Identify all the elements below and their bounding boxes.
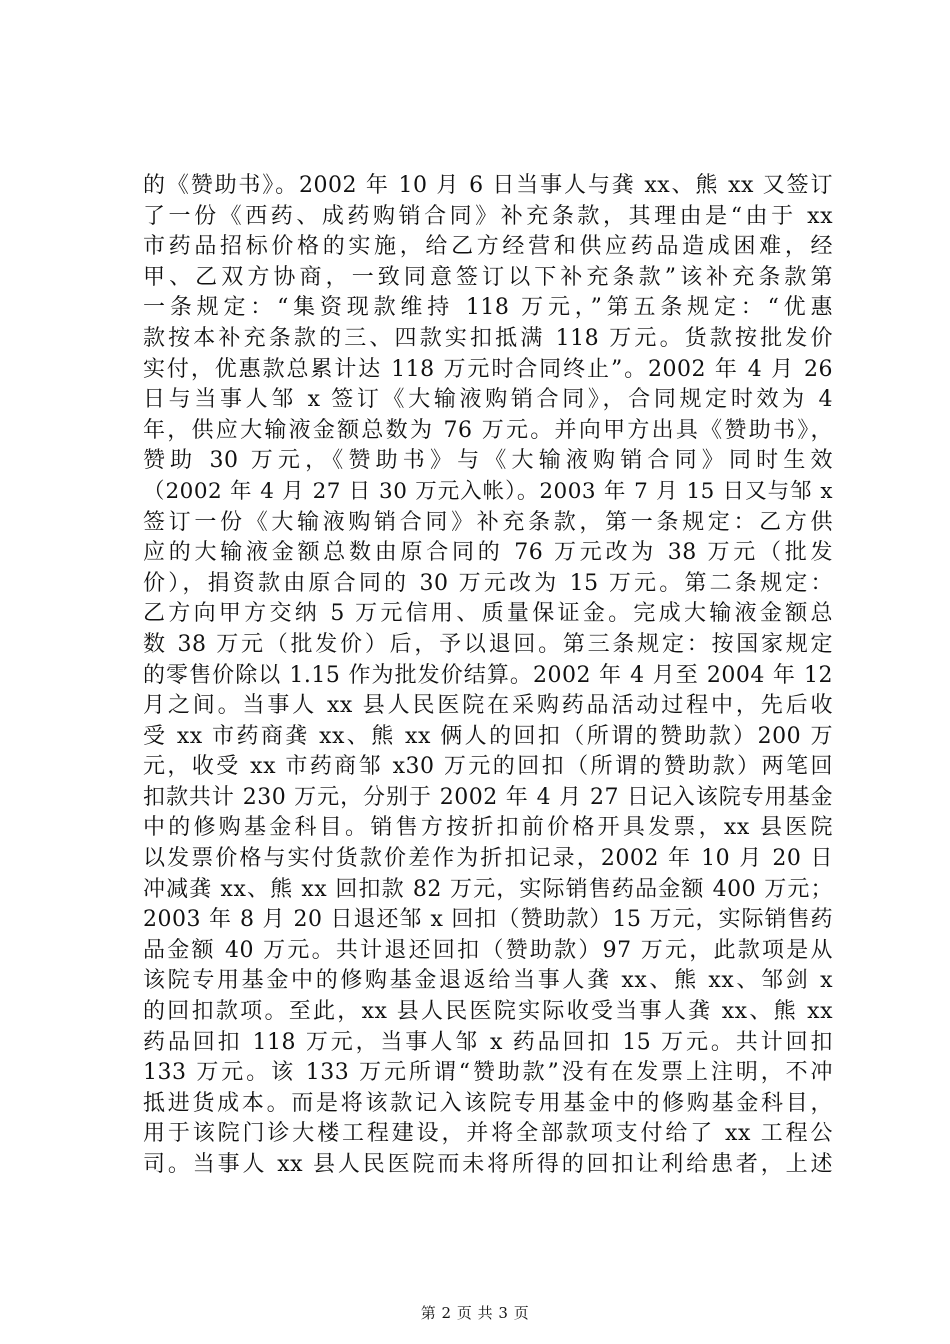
text-line: 中的修购基金科目。销售方按折扣前价格开具发票，xx 县医院 <box>143 815 833 841</box>
text-line: 赞助 30 万元，《赞助书》与《大输液购销合同》同时生效 <box>143 448 833 474</box>
text-line: 品金额 40 万元。共计退还回扣（赞助款）97 万元，此款项是从 <box>143 937 833 963</box>
text-line: 司。当事人 xx 县人民医院而未将所得的回扣让利给患者，上述 <box>143 1152 833 1177</box>
text-line: 款按本补充条款的三、四款实扣抵满 118 万元。货款按批发价 <box>143 325 833 351</box>
text-line: 乙方向甲方交纳 5 万元信用、质量保证金。完成大输液金额总 <box>143 601 833 627</box>
text-line: 市药品招标价格的实施，给乙方经营和供应药品造成困难，经 <box>143 234 833 260</box>
body-text <box>143 171 833 1181</box>
text-line: 用于该院门诊大楼工程建设，并将全部款项支付给了 xx 工程公 <box>143 1121 833 1147</box>
text-line: 月之间。当事人 xx 县人民医院在采购药品活动过程中，先后收 <box>143 693 833 719</box>
text-line: 药品回扣 118 万元，当事人邹 x 药品回扣 15 万元。共计回扣 <box>143 1029 833 1055</box>
text-line: 签订一份《大输液购销合同》补充条款，第一条规定：乙方供 <box>143 509 833 535</box>
text-line: （2002 年 4 月 27 日 30 万元入帐）。2003 年 7 月 15 日又与邹 x <box>143 478 833 504</box>
text-line: 该院专用基金中的修购基金退返给当事人龚 xx、熊 xx、邹剑 x <box>143 968 833 994</box>
text-line: 一条规定：“集资现款维持 118 万元，”第五条规定：“优惠 <box>143 295 833 321</box>
text-line: 抵进货成本。而是将该款记入该院专用基金中的修购基金科目， <box>143 1090 833 1116</box>
text-line: 扣款共计 230 万元，分别于 2002 年 4 月 27 日记入该院专用基金 <box>143 784 833 810</box>
text-line: 价），捐资款由原合同的 30 万元改为 15 万元。第二条规定： <box>143 570 833 596</box>
text-line: 实付，优惠款总累计达 118 万元时合同终止”。2002 年 4 月 26 <box>143 356 833 382</box>
text-line: 的回扣款项。至此，xx 县人民医院实际收受当事人龚 xx、熊 xx <box>143 999 833 1025</box>
text-line: 冲减龚 xx、熊 xx 回扣款 82 万元，实际销售药品金额 400 万元； <box>143 876 833 902</box>
text-line: 的零售价除以 1.15 作为批发价结算。2002 年 4 月至 2004 年 12 <box>143 662 833 688</box>
text-line: 日与当事人邹 x 签订《大输液购销合同》，合同规定时效为 4 <box>143 387 833 413</box>
page-indicator: 第 2 页 共 3 页 <box>420 1304 530 1322</box>
text-line: 了一份《西药、成药购销合同》补充条款，其理由是“由于 xx <box>143 203 833 229</box>
text-line: 元，收受 xx 市药商邹 x30 万元的回扣（所谓的赞助款）两笔回 <box>143 754 833 780</box>
text-line: 甲、乙双方协商，一致同意签订以下补充条款”该补充条款第 <box>143 264 833 290</box>
text-line: 133 万元。该 133 万元所谓“赞助款”没有在发票上注明，不冲 <box>143 1060 833 1086</box>
text-line: 的《赞助书》。2002 年 10 月 6 日当事人与龚 xx、熊 xx 又签订 <box>143 173 833 198</box>
page-footer <box>0 1302 950 1323</box>
text-line: 2003 年 8 月 20 日退还邹 x 回扣（赞助款）15 万元，实际销售药 <box>143 907 833 933</box>
text-line: 以发票价格与实付货款价差作为折扣记录，2002 年 10 月 20 日 <box>143 846 833 872</box>
text-line: 年，供应大输液金额总数为 76 万元。并向甲方出具《赞助书》， <box>143 417 833 443</box>
text-line: 应的大输液金额总数由原合同的 76 万元改为 38 万元（批发 <box>143 540 833 566</box>
text-line: 受 xx 市药商龚 xx、熊 xx 俩人的回扣（所谓的赞助款）200 万 <box>143 723 833 749</box>
text-line: 数 38 万元（批发价）后，予以退回。第三条规定：按国家规定 <box>143 631 833 657</box>
